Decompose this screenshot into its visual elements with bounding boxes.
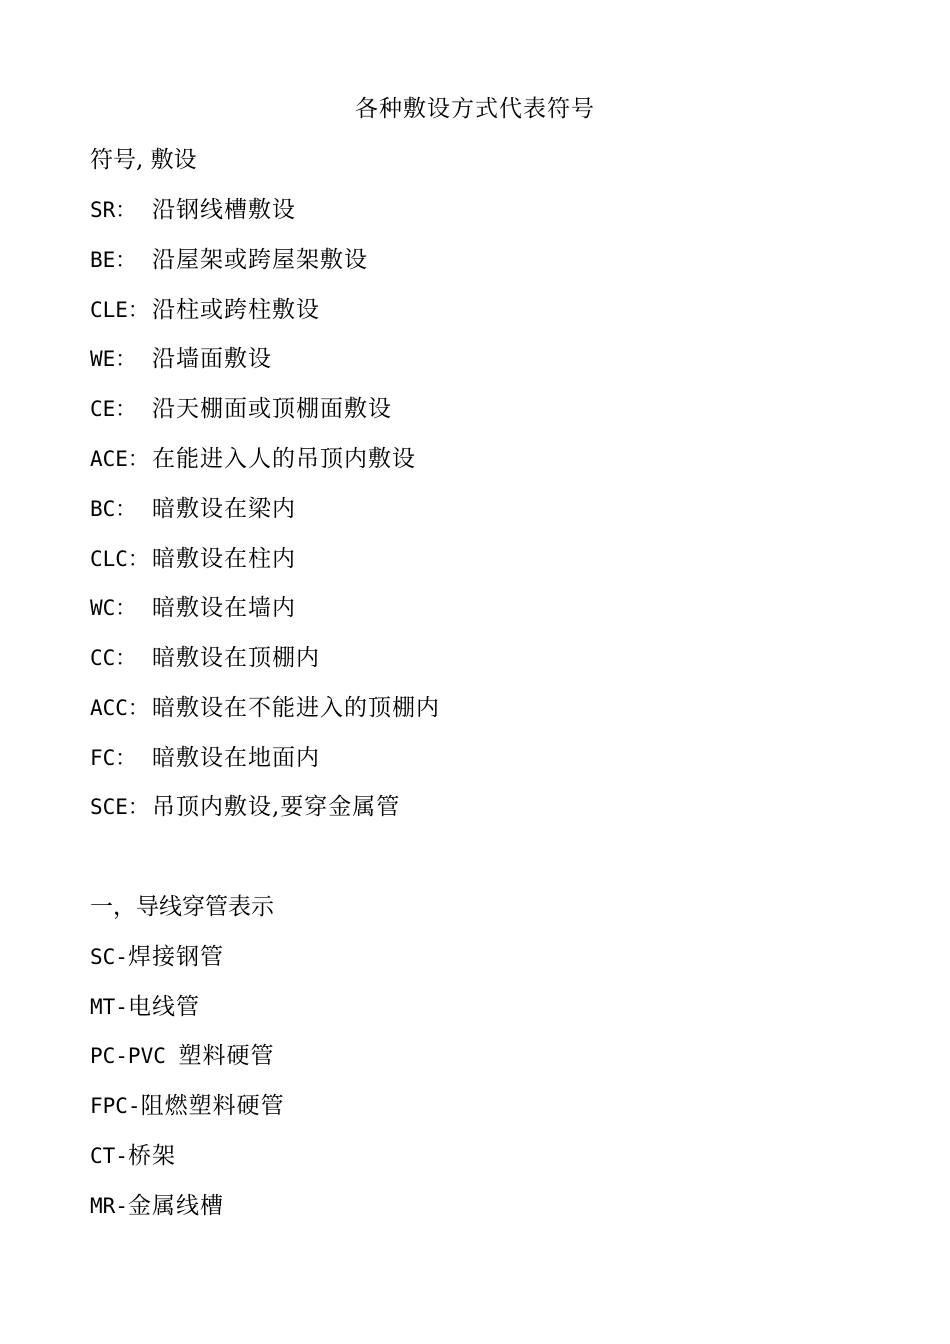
symbol-code: CE：	[90, 397, 137, 421]
symbol-code: WC：	[90, 596, 137, 620]
list-item	[90, 293, 320, 327]
conduit-desc: 焊接钢管	[127, 944, 224, 970]
conduit-code: PC-PVC	[90, 1044, 179, 1068]
symbol-desc: 沿天棚面或顶棚面敷设	[152, 396, 392, 422]
list-item	[90, 790, 400, 824]
symbol-desc: 在能进入人的吊顶内敷设	[152, 446, 416, 472]
list-item	[90, 492, 296, 526]
list-item	[90, 591, 296, 625]
symbol-desc: 暗敷设在柱内	[152, 546, 296, 572]
list-item	[90, 243, 368, 277]
list-item	[90, 691, 440, 725]
conduit-code: FPC-	[90, 1094, 141, 1118]
list-item	[90, 392, 392, 426]
list-item	[90, 940, 224, 974]
symbol-desc: 暗敷设在顶棚内	[152, 645, 320, 671]
symbol-desc: 暗敷设在不能进入的顶棚内	[152, 695, 440, 721]
conduit-desc: 阻燃塑料硬管	[140, 1093, 285, 1119]
symbol-code: CC：	[90, 646, 137, 670]
symbol-code: SR：	[90, 198, 137, 222]
conduit-code: CT-	[90, 1144, 128, 1168]
symbol-code: CLE：	[90, 298, 149, 322]
list-item	[90, 193, 296, 227]
conduit-desc: 电线管	[127, 994, 200, 1020]
symbol-code: ACC：	[90, 696, 149, 720]
symbol-desc: 沿柱或跨柱敷设	[152, 297, 320, 323]
symbol-code: FC：	[90, 746, 137, 770]
symbol-desc: 暗敷设在地面内	[152, 745, 320, 771]
symbol-desc: 沿屋架或跨屋架敷设	[152, 247, 368, 273]
symbol-desc: 暗敷设在梁内	[152, 496, 296, 522]
symbol-code: SCE：	[90, 795, 149, 819]
conduit-desc: 金属线槽	[127, 1193, 224, 1219]
list-item	[90, 990, 200, 1024]
symbol-code: BE：	[90, 248, 137, 272]
symbol-desc: 吊顶内敷设,要穿金属管	[152, 794, 401, 820]
page-title: 各种敷设方式代表符号	[355, 96, 595, 122]
list-item	[90, 1139, 176, 1173]
conduit-desc: 桥架	[127, 1143, 176, 1169]
list-item	[90, 1039, 275, 1073]
conduit-code: MT-	[90, 995, 128, 1019]
list-item	[90, 442, 416, 476]
symbol-desc: 暗敷设在墙内	[152, 595, 296, 621]
list-item	[90, 342, 272, 376]
list-item	[90, 542, 296, 576]
symbol-code: WE：	[90, 347, 137, 371]
symbol-desc: 沿墙面敷设	[152, 346, 272, 372]
symbol-code: BC：	[90, 497, 137, 521]
list-item	[90, 1089, 285, 1123]
symbol-desc: 沿钢线槽敷设	[152, 197, 296, 223]
header-line: 符号, 敷设	[90, 147, 197, 173]
section-heading: 一，导线穿管表示	[90, 894, 274, 920]
symbol-code: ACE：	[90, 447, 149, 471]
list-item	[90, 741, 320, 775]
list-item	[90, 641, 320, 675]
conduit-code: MR-	[90, 1194, 128, 1218]
symbol-code: CLC：	[90, 547, 149, 571]
list-item	[90, 1189, 224, 1223]
conduit-desc: 塑料硬管	[178, 1043, 275, 1069]
conduit-code: SC-	[90, 945, 128, 969]
